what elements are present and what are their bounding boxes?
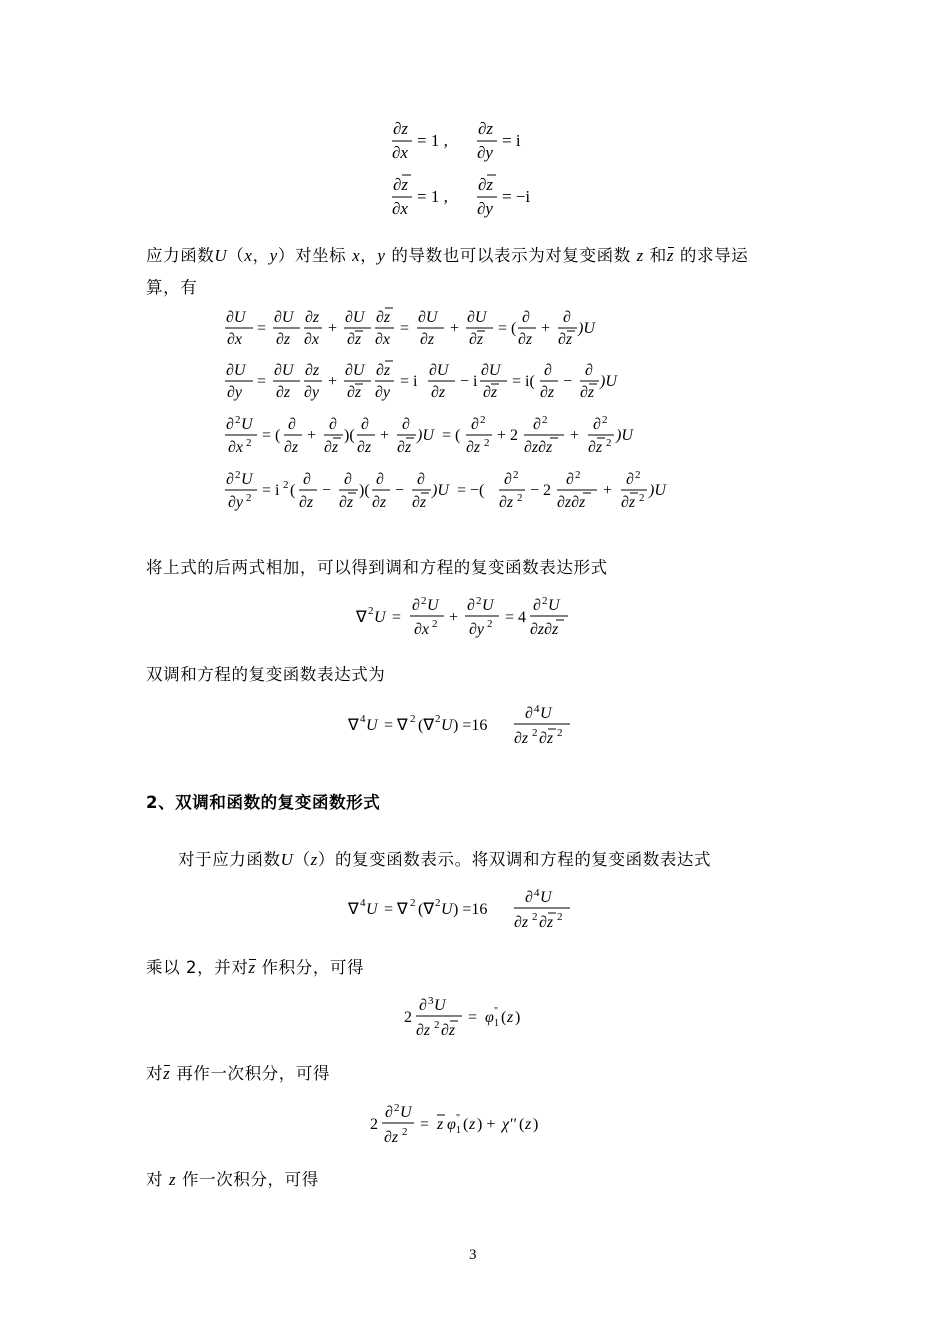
svg-text:z: z	[507, 1009, 514, 1026]
svg-text:∂: ∂	[626, 471, 634, 488]
text-segment: 对	[146, 1064, 164, 1083]
svg-text:∂z: ∂z	[305, 362, 320, 379]
svg-text:∂z: ∂z	[514, 730, 529, 747]
svg-text:∂U: ∂U	[429, 362, 449, 379]
svg-text:∂z: ∂z	[347, 331, 362, 348]
svg-text:∂: ∂	[522, 309, 530, 326]
text-segment: 的求导运	[679, 246, 749, 265]
svg-text:)U: )U	[600, 373, 617, 390]
svg-text:∂z: ∂z	[276, 331, 291, 348]
svg-text:∂z: ∂z	[518, 331, 533, 348]
svg-text:2: 2	[394, 1102, 400, 1114]
text-segment: 再作一次积分，可得	[176, 1064, 331, 1083]
svg-text:)U: )U	[578, 320, 595, 337]
svg-text:U: U	[366, 717, 378, 734]
svg-text:U: U	[241, 416, 253, 433]
svg-text:∂U: ∂U	[481, 362, 501, 379]
svg-text:2: 2	[434, 1019, 440, 1031]
svg-text:∂z: ∂z	[357, 439, 372, 456]
svg-text:U: U	[441, 901, 453, 918]
svg-text:U: U	[374, 609, 386, 626]
symbol-x: x	[352, 246, 361, 265]
section-heading	[146, 792, 380, 814]
svg-text:∂z: ∂z	[376, 309, 391, 326]
equation-biharmonic-complex	[346, 700, 586, 756]
svg-text:2: 2	[368, 605, 374, 617]
svg-text:(: (	[501, 1009, 507, 1026]
svg-text:∂U: ∂U	[345, 362, 365, 379]
svg-text:∂z: ∂z	[276, 384, 291, 401]
svg-text:U: U	[241, 471, 253, 488]
svg-text:∂: ∂	[525, 705, 533, 722]
svg-text:= i: = i	[502, 131, 521, 150]
svg-text:∂z: ∂z	[284, 439, 299, 456]
svg-text:∂U: ∂U	[345, 309, 365, 326]
svg-text:2: 2	[557, 911, 563, 923]
svg-text:−: −	[563, 373, 573, 390]
svg-text:∂z: ∂z	[347, 384, 362, 401]
svg-text:2: 2	[246, 437, 252, 449]
symbol-y: y	[269, 246, 278, 265]
svg-text:∂z: ∂z	[393, 175, 409, 194]
svg-text:∂: ∂	[226, 471, 234, 488]
svg-text:∂z: ∂z	[514, 914, 529, 931]
svg-text:∂x: ∂x	[414, 621, 430, 638]
text-segment: ，	[252, 246, 270, 265]
svg-text:(∇: (∇	[418, 901, 435, 918]
paragraph-derivatives-intro-line2	[146, 277, 197, 299]
svg-text:∂: ∂	[585, 362, 593, 379]
svg-text:∂z: ∂z	[384, 1129, 399, 1146]
svg-text:U: U	[548, 597, 560, 614]
equation-partials-z	[388, 116, 558, 226]
svg-text:∂U: ∂U	[226, 362, 246, 379]
svg-text:U: U	[540, 705, 552, 722]
svg-text:4: 4	[360, 713, 366, 725]
svg-text:2: 2	[410, 713, 416, 725]
svg-text:∂U: ∂U	[226, 309, 246, 326]
svg-text:=: =	[392, 609, 402, 626]
text-segment: 的导数也可以表示为对复变函数	[391, 246, 631, 265]
svg-text:∂z: ∂z	[540, 384, 555, 401]
svg-text:)U: )U	[417, 427, 434, 444]
svg-text:∂z: ∂z	[466, 439, 481, 456]
paragraph-biharmonic-intro	[146, 664, 385, 686]
svg-text:= i: = i	[262, 482, 280, 499]
svg-text:2: 2	[370, 1116, 378, 1133]
svg-text:) =16: ) =16	[453, 901, 488, 918]
svg-text:2: 2	[246, 492, 252, 504]
svg-text:∂: ∂	[402, 416, 410, 433]
symbol-z: z	[168, 1170, 177, 1189]
svg-text:∂y: ∂y	[375, 384, 391, 401]
svg-text:2: 2	[575, 469, 581, 481]
symbol-z: z	[310, 850, 318, 869]
paragraph-derivatives-intro	[146, 245, 748, 267]
svg-text:2: 2	[602, 414, 608, 426]
svg-text:2: 2	[532, 727, 538, 739]
text-segment: 的复变函数表示。将双调和方程的复变函数表达式	[334, 850, 712, 869]
svg-text:1: 1	[456, 1125, 461, 1136]
svg-text:∂U: ∂U	[274, 309, 294, 326]
svg-text:∂z: ∂z	[376, 362, 391, 379]
symbol-U: U	[280, 850, 294, 869]
svg-text:∂z: ∂z	[441, 1022, 456, 1039]
text-segment: 对于应力函数	[178, 850, 281, 869]
text-segment: ，	[360, 246, 378, 265]
svg-text:2: 2	[542, 595, 548, 607]
svg-text:− i: − i	[460, 373, 478, 390]
svg-text:+: +	[328, 320, 338, 337]
svg-text:= 1 ,: = 1 ,	[417, 131, 448, 150]
svg-text:∂z: ∂z	[478, 119, 494, 138]
paragraph-stress-function-complex	[178, 849, 711, 871]
svg-text:=: =	[257, 373, 267, 390]
svg-text:∂z: ∂z	[499, 494, 514, 511]
svg-text:∂y: ∂y	[304, 384, 320, 401]
svg-text:∂: ∂	[504, 471, 512, 488]
svg-text:∂: ∂	[471, 416, 479, 433]
svg-text:∂U: ∂U	[274, 362, 294, 379]
svg-text:∂: ∂	[525, 889, 533, 906]
svg-text:∂z: ∂z	[621, 494, 636, 511]
svg-text:φ: φ	[485, 1009, 494, 1026]
svg-text:U: U	[441, 717, 453, 734]
svg-text:2: 2	[435, 897, 441, 909]
svg-text:+: +	[380, 427, 390, 444]
svg-text:∂z: ∂z	[420, 331, 435, 348]
svg-text:3: 3	[428, 995, 434, 1007]
svg-text:∂y: ∂y	[477, 199, 493, 218]
svg-text:∂z: ∂z	[558, 331, 573, 348]
svg-text:)U: )U	[432, 482, 449, 499]
svg-text:(: (	[519, 1116, 525, 1133]
svg-text:= 1 ,: = 1 ,	[417, 187, 448, 206]
svg-text:4: 4	[534, 703, 540, 715]
svg-text:=: =	[257, 320, 267, 337]
svg-text:∂z: ∂z	[588, 439, 603, 456]
text-segment: 双调和方程的复变函数表达式为	[146, 665, 386, 684]
svg-text:+: +	[450, 320, 460, 337]
svg-text:U: U	[366, 901, 378, 918]
svg-text:= −i: = −i	[502, 187, 531, 206]
svg-text:∇: ∇	[348, 901, 359, 918]
svg-text:∂z∂z: ∂z∂z	[524, 439, 553, 456]
symbol-z-bar: z	[666, 246, 675, 265]
symbol-z-bar: z	[163, 1064, 171, 1083]
text-segment: 将上式的后两式相加，可以得到调和方程的复变函数表达形式	[146, 558, 608, 577]
svg-text:∂y: ∂y	[227, 384, 243, 401]
svg-text:∂x: ∂x	[392, 199, 408, 218]
equation-derivative-relations	[224, 304, 684, 524]
text-segment: 作积分，可得	[261, 958, 365, 977]
svg-text:": "	[456, 1113, 461, 1124]
svg-text:= (: = (	[442, 427, 461, 444]
svg-text:2: 2	[513, 469, 519, 481]
svg-text:(∇: (∇	[418, 717, 435, 734]
svg-text:)(: )(	[344, 427, 355, 444]
text-segment: 乘以 2，并对	[146, 958, 249, 977]
svg-text:∂z: ∂z	[305, 309, 320, 326]
svg-text:∂: ∂	[566, 471, 574, 488]
svg-text:2: 2	[532, 911, 538, 923]
svg-text:2: 2	[404, 1009, 412, 1026]
svg-text:∂: ∂	[593, 416, 601, 433]
svg-text:∂z: ∂z	[412, 494, 427, 511]
svg-text:∂: ∂	[361, 416, 369, 433]
svg-text:∂: ∂	[563, 309, 571, 326]
svg-text:∂: ∂	[303, 471, 311, 488]
svg-text:∂: ∂	[419, 997, 427, 1014]
svg-text:): )	[515, 1009, 521, 1026]
svg-text:∂: ∂	[344, 471, 352, 488]
svg-text:∂y: ∂y	[469, 621, 485, 638]
svg-text:= i(: = i(	[512, 373, 535, 390]
svg-text:φ: φ	[447, 1116, 456, 1133]
svg-text:+: +	[603, 482, 613, 499]
paragraph-integrate-z	[146, 1169, 319, 1191]
svg-text:∂z: ∂z	[483, 384, 498, 401]
svg-text:∂z: ∂z	[324, 439, 339, 456]
paragraph-harmonic-sum	[146, 557, 608, 579]
svg-text:∂y: ∂y	[228, 494, 244, 511]
svg-text:2: 2	[606, 437, 612, 449]
svg-text:∂z: ∂z	[397, 439, 412, 456]
text-segment: （	[293, 850, 311, 869]
svg-text:∂z: ∂z	[469, 331, 484, 348]
text-segment: ）	[317, 850, 335, 869]
svg-text:∂: ∂	[417, 471, 425, 488]
svg-text:∂: ∂	[412, 597, 420, 614]
symbol-z-bar: z	[248, 958, 256, 977]
svg-text:) =16: ) =16	[453, 717, 488, 734]
svg-text:+: +	[307, 427, 317, 444]
svg-text:4: 4	[534, 887, 540, 899]
svg-text:∂U: ∂U	[418, 309, 438, 326]
svg-text:U: U	[427, 597, 439, 614]
svg-text:2: 2	[517, 492, 523, 504]
svg-text:−: −	[322, 482, 332, 499]
svg-text:U: U	[482, 597, 494, 614]
text-segment: ）	[277, 246, 295, 265]
text-segment: （	[227, 246, 245, 265]
svg-text:1: 1	[494, 1018, 499, 1029]
svg-text:z: z	[437, 1116, 444, 1133]
svg-text:∂x: ∂x	[227, 331, 243, 348]
svg-text:∂z: ∂z	[539, 914, 554, 931]
svg-text:∂z: ∂z	[372, 494, 387, 511]
svg-text:−: −	[395, 482, 405, 499]
svg-text:∂: ∂	[544, 362, 552, 379]
svg-text:+: +	[570, 427, 580, 444]
svg-text:=: =	[400, 320, 410, 337]
svg-text:)U: )U	[649, 482, 666, 499]
svg-text:(: (	[463, 1116, 469, 1133]
equation-laplacian-complex	[354, 592, 584, 648]
svg-text:)U: )U	[616, 427, 633, 444]
svg-text:2: 2	[235, 469, 241, 481]
svg-text:∇: ∇	[348, 717, 359, 734]
svg-text:= i: = i	[400, 373, 418, 390]
svg-text:2: 2	[402, 1126, 408, 1138]
svg-text:= −(: = −(	[457, 482, 485, 499]
equation-third-derivative	[402, 992, 542, 1048]
svg-text:∂z: ∂z	[431, 384, 446, 401]
svg-text:2: 2	[421, 595, 427, 607]
svg-text:∂z: ∂z	[580, 384, 595, 401]
svg-text:∂x: ∂x	[228, 439, 244, 456]
text-segment: 作一次积分，可得	[182, 1170, 319, 1189]
svg-text:∂U: ∂U	[467, 309, 487, 326]
svg-text:+: +	[541, 320, 551, 337]
text-segment: 和	[649, 246, 667, 265]
svg-text:2: 2	[557, 727, 563, 739]
svg-text:∂z: ∂z	[539, 730, 554, 747]
svg-text:2: 2	[235, 414, 241, 426]
svg-text:∂: ∂	[329, 416, 337, 433]
svg-text:= (: = (	[262, 427, 281, 444]
equation-biharmonic-repeat	[346, 884, 586, 940]
svg-text:2: 2	[435, 713, 441, 725]
svg-text:2: 2	[639, 492, 645, 504]
heading-text: 2、双调和函数的复变函数形式	[146, 793, 381, 812]
svg-text:∂z∂z: ∂z∂z	[530, 621, 559, 638]
svg-text:z: z	[469, 1116, 476, 1133]
svg-text:": "	[494, 1006, 499, 1017]
svg-text:∇: ∇	[356, 609, 367, 626]
symbol-U: U	[214, 246, 228, 265]
svg-text:2: 2	[635, 469, 641, 481]
svg-text:2: 2	[283, 479, 289, 491]
svg-text:∂z: ∂z	[478, 175, 494, 194]
svg-text:∂x: ∂x	[392, 143, 408, 162]
svg-text:∂z: ∂z	[393, 119, 409, 138]
svg-text:2: 2	[542, 414, 548, 426]
svg-text:=: =	[468, 1009, 478, 1026]
svg-text:+ 2: + 2	[497, 427, 519, 444]
svg-text:z: z	[525, 1116, 532, 1133]
svg-text:∂x: ∂x	[304, 331, 320, 348]
svg-text:∂: ∂	[226, 416, 234, 433]
svg-text:4: 4	[360, 897, 366, 909]
svg-text:∂: ∂	[288, 416, 296, 433]
svg-text:∂x: ∂x	[375, 331, 391, 348]
svg-text:2: 2	[476, 595, 482, 607]
svg-text:+: +	[328, 373, 338, 390]
svg-text:∂: ∂	[385, 1104, 393, 1121]
svg-text:∂: ∂	[533, 416, 541, 433]
svg-text:): )	[533, 1116, 539, 1133]
text-segment: 算，有	[146, 278, 198, 297]
svg-text:2: 2	[410, 897, 416, 909]
page-number	[469, 1247, 477, 1264]
symbol-z: z	[636, 246, 644, 265]
svg-text:∂z: ∂z	[416, 1022, 431, 1039]
svg-text:∂z: ∂z	[299, 494, 314, 511]
svg-text:= ∇: = ∇	[384, 717, 408, 734]
svg-text:= 4: = 4	[505, 609, 527, 626]
svg-text:∂: ∂	[467, 597, 475, 614]
svg-text:χ'': χ''	[502, 1116, 516, 1133]
symbol-y: y	[377, 246, 386, 265]
page-number-text: 3	[469, 1247, 477, 1263]
svg-text:∂y: ∂y	[477, 143, 493, 162]
svg-text:+: +	[449, 609, 459, 626]
svg-text:2: 2	[484, 437, 490, 449]
svg-text:∂z∂z: ∂z∂z	[557, 494, 586, 511]
text-segment: 应力函数	[146, 246, 215, 265]
paragraph-integrate-zbar-again	[146, 1063, 330, 1085]
text-segment: 对坐标	[294, 246, 347, 265]
svg-text:2: 2	[487, 618, 493, 630]
svg-text:= (: = (	[498, 320, 517, 337]
svg-text:2: 2	[480, 414, 486, 426]
symbol-x: x	[244, 246, 253, 265]
equation-second-derivative	[368, 1099, 568, 1155]
svg-text:)(: )(	[359, 482, 370, 499]
svg-text:) +: ) +	[477, 1116, 496, 1133]
svg-text:=: =	[420, 1116, 430, 1133]
svg-text:U: U	[434, 997, 446, 1014]
text-segment: 对	[146, 1170, 164, 1189]
svg-text:2: 2	[432, 618, 438, 630]
svg-text:∂: ∂	[376, 471, 384, 488]
svg-text:U: U	[400, 1104, 412, 1121]
svg-text:(: (	[290, 482, 296, 499]
svg-text:− 2: − 2	[530, 482, 552, 499]
svg-text:= ∇: = ∇	[384, 901, 408, 918]
svg-text:U: U	[540, 889, 552, 906]
svg-text:∂: ∂	[533, 597, 541, 614]
paragraph-integrate-zbar	[146, 957, 364, 979]
svg-text:∂z: ∂z	[339, 494, 354, 511]
